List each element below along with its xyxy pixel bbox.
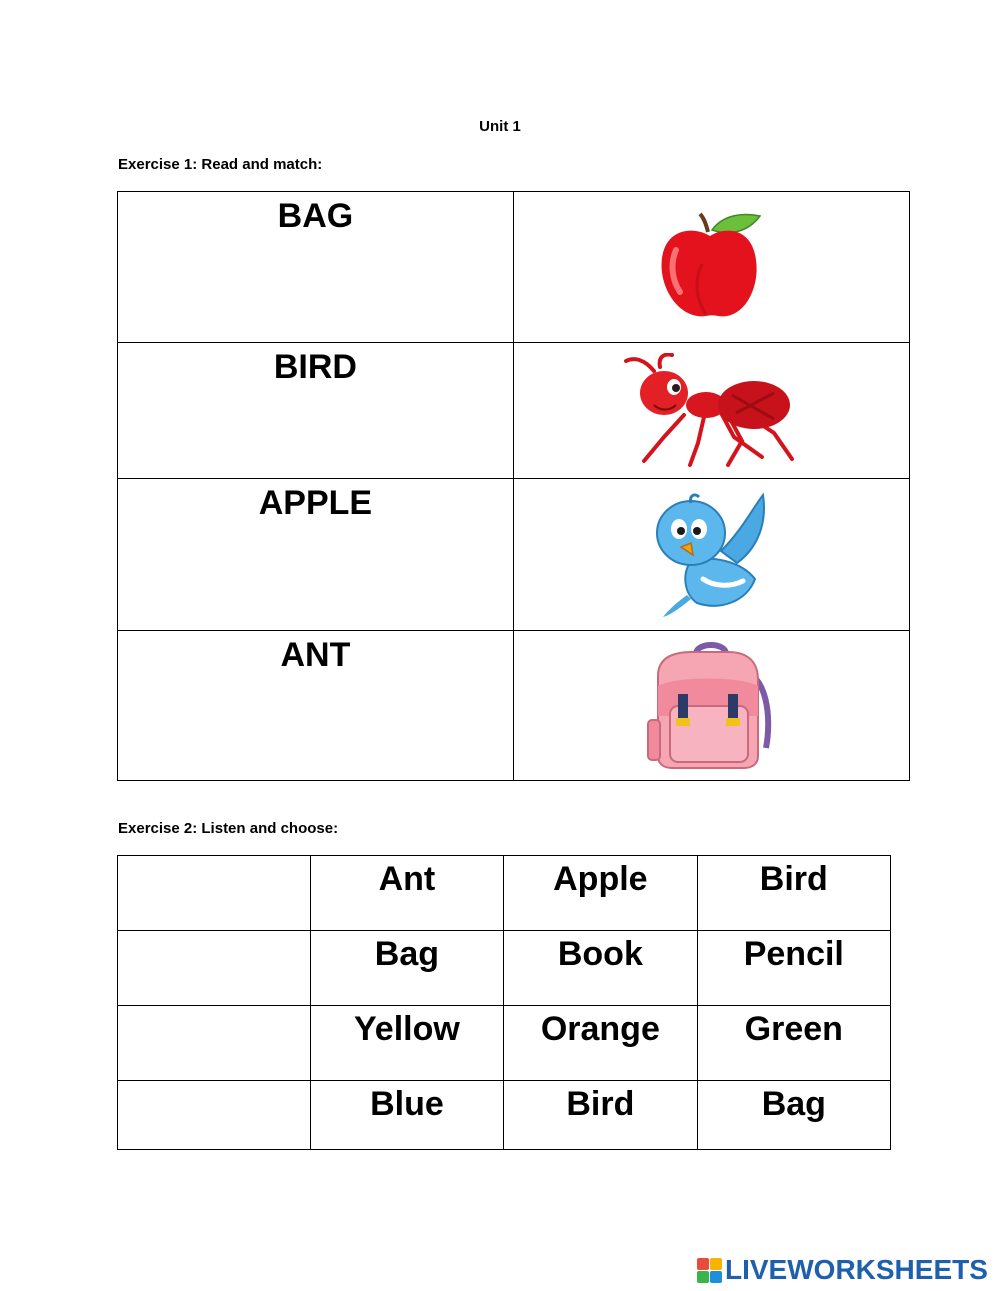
exercise-2-label: Exercise 2: Listen and choose: [118,820,339,837]
logo-text: LIVEWORKSHEETS [725,1254,988,1285]
bird-icon [651,491,771,619]
choose-table [117,855,891,1150]
match-picture-cell[interactable] [513,631,909,781]
table-row [118,479,910,631]
choice-option[interactable]: Apple [504,856,698,931]
table-row [118,192,910,343]
backpack-icon [636,636,786,776]
table-row [118,1006,891,1081]
answer-blank-cell[interactable] [118,1006,311,1081]
exercise-1-label: Exercise 1: Read and match: [118,156,323,173]
match-picture-cell[interactable] [513,343,909,479]
table-row [118,343,910,479]
table-row [118,931,891,1006]
match-word[interactable]: BAG [118,192,514,343]
match-picture-cell[interactable] [513,479,909,631]
match-word[interactable]: ANT [118,631,514,781]
choice-option[interactable]: Pencil [697,931,890,1006]
choice-option[interactable]: Ant [310,856,503,931]
choice-option[interactable]: Bird [504,1081,698,1150]
answer-blank-cell[interactable] [118,1081,311,1150]
liveworksheets-logo [697,1253,988,1287]
answer-blank-cell[interactable] [118,931,311,1006]
choice-option[interactable]: Green [697,1006,890,1081]
choice-option[interactable]: Blue [310,1081,503,1150]
logo-mark-icon [697,1258,722,1283]
match-picture-cell[interactable] [513,192,909,343]
choice-option[interactable]: Book [504,931,698,1006]
apple-icon [656,210,766,325]
match-table [117,191,910,781]
table-row [118,1081,891,1150]
choice-option[interactable]: Orange [504,1006,698,1081]
ant-icon [624,353,799,468]
choice-option[interactable]: Bag [697,1081,890,1150]
page-title: Unit 1 [479,118,521,135]
answer-blank-cell[interactable] [118,856,311,931]
choice-option[interactable]: Bag [310,931,503,1006]
choice-option[interactable]: Yellow [310,1006,503,1081]
match-word[interactable]: BIRD [118,343,514,479]
table-row [118,856,891,931]
choice-option[interactable]: Bird [697,856,890,931]
table-row [118,631,910,781]
match-word[interactable]: APPLE [118,479,514,631]
